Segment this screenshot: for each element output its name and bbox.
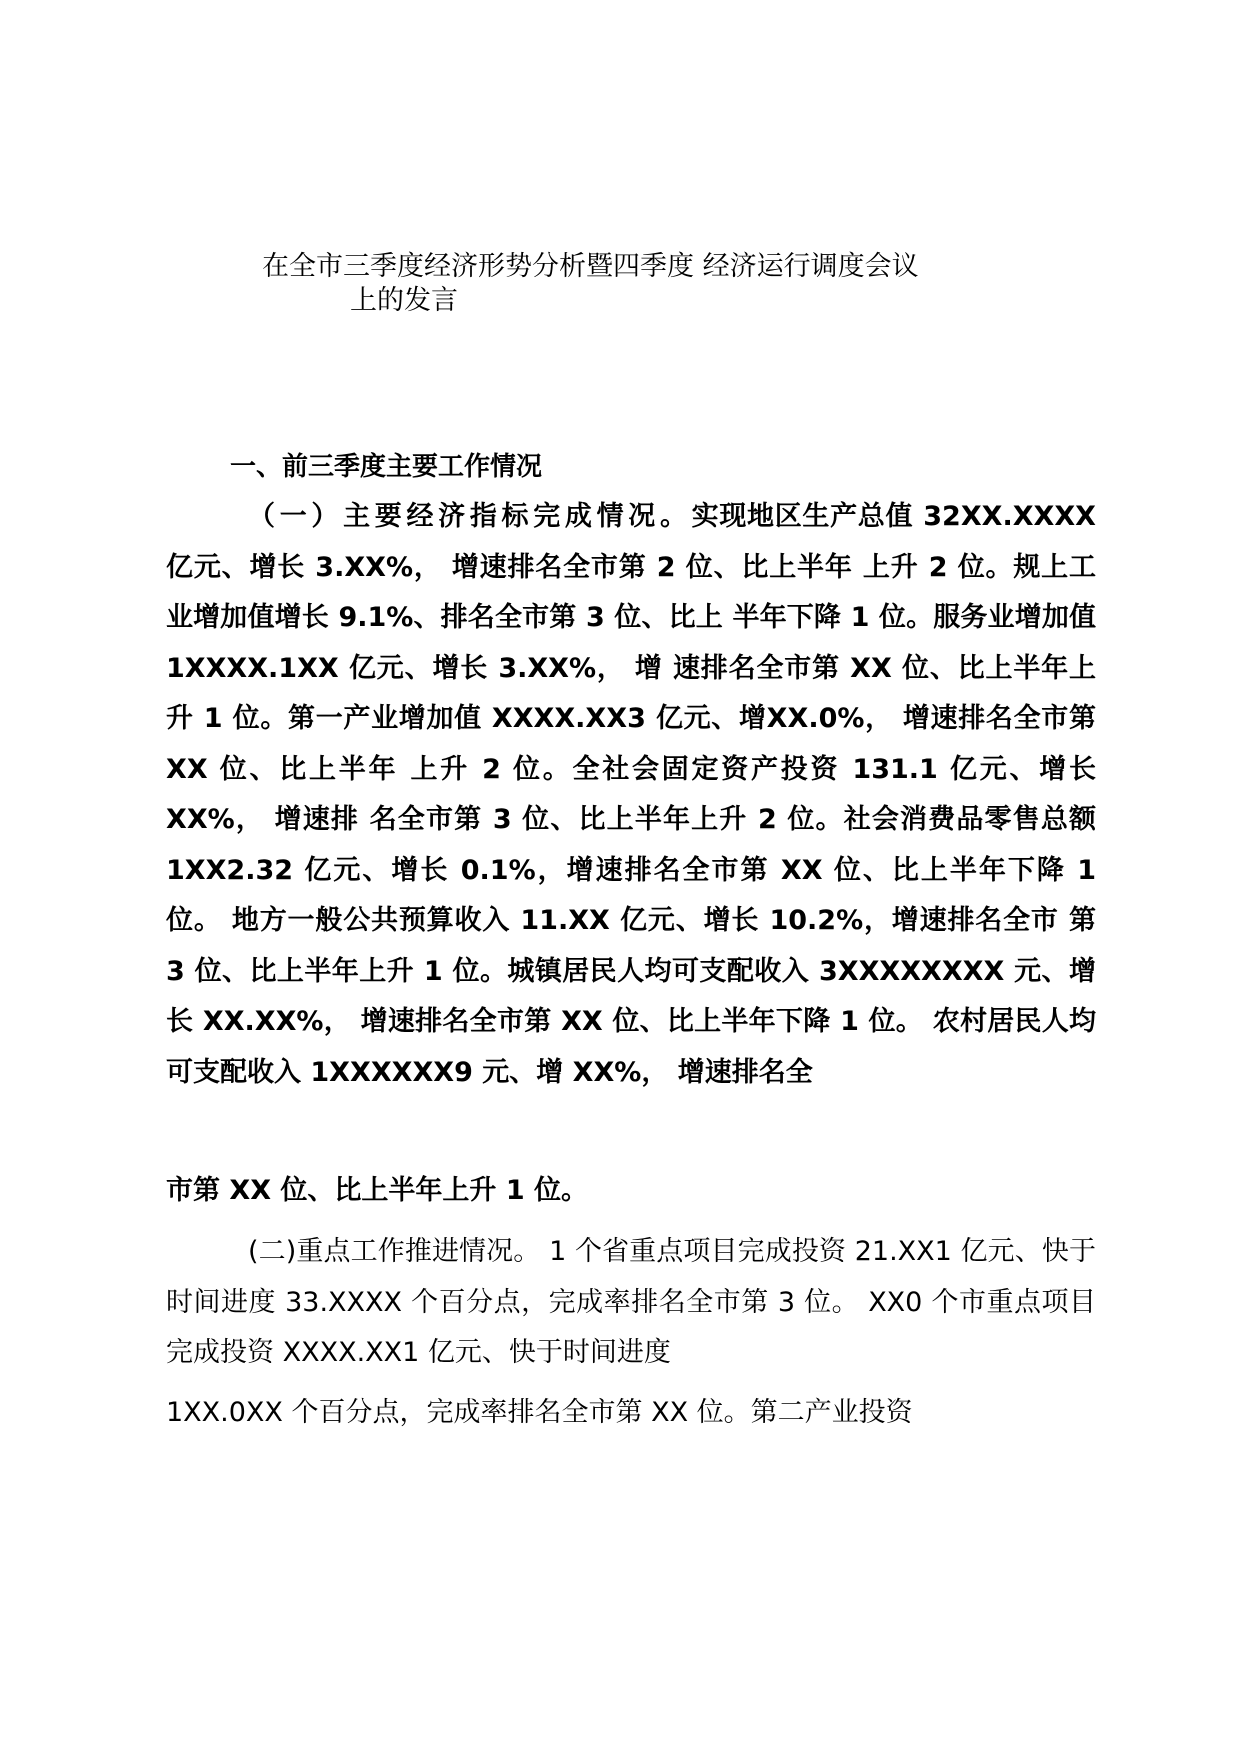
paragraph-1-body: 实现地区生产总值 32XX.XXXX 亿元、增长 3.XX%， 增速排名全市第 2 位、比上半年 上升 2 位。规上工业增加值增长 9.1%、排名全市第 3 位、比上 半年下降 1 位。服务业增加值 1XXXX.1XX 亿元、增长 3.XX%， 增 速排名全市第 XX 位、比上半年上升 1 位。第一产业增加值 XXXX.XX3 亿元、增XX.0%， 增速排名全市第 XX 位、比上半年 上升 2 位。全社会固定资产投资 131.1 亿元、增长 XX%， 增速排 名全市第 3 位、比上半年上升 2 位。社会消费品零售总额 1XX2.32 亿元、增长 0.1%，增速排名全市第 XX 位、比上半年下降 1 位。 地方一般公共预算收入 11.XX 亿元、增长 10.2%，增速排名全市 第 3 位、比上半年上升 1 位。城镇居民人均可支配收入 3XXXXXXXX 元、增长 XX.XX%， 增速排名全市第 XX 位、比上半年下降 1 位。 农村居民人均可支配收入 1XXXXXX9 元、增 XX%， 增速排名全 (166, 501, 1096, 1088)
subsection-label-2: (二)重点工作推进情况。 (248, 1236, 541, 1267)
subsection-label-1: （一）主要经济指标完成情况。 (248, 501, 692, 532)
paragraph-1-tail: 市第 XX 位、比上半年上升 1 位。 (166, 1175, 589, 1206)
document-title (262, 250, 919, 318)
title-line-2: 上的发言 (350, 285, 458, 316)
section-heading-1: 一、前三季度主要工作情况 (230, 452, 543, 482)
paragraph-key-work (166, 1227, 1096, 1379)
paragraph-economic-indicators (166, 492, 1096, 1098)
title-line-1: 在全市三季度经济形势分析暨四季度 经济运行调度会议 (262, 251, 919, 282)
paragraph-2-body: 1 个省重点项目完成投资 21.XX1 亿元、快于时间进度 33.XXXX 个百分点，完成率排名全市第 3 位。 XX0 个市重点项目完成投资 XXXX.XX1 亿元、快于时间进度 (166, 1236, 1096, 1368)
paragraph-2-tail: 1XX.0XX 个百分点，完成率排名全市第 XX 位。第二产业投资 (166, 1397, 913, 1428)
